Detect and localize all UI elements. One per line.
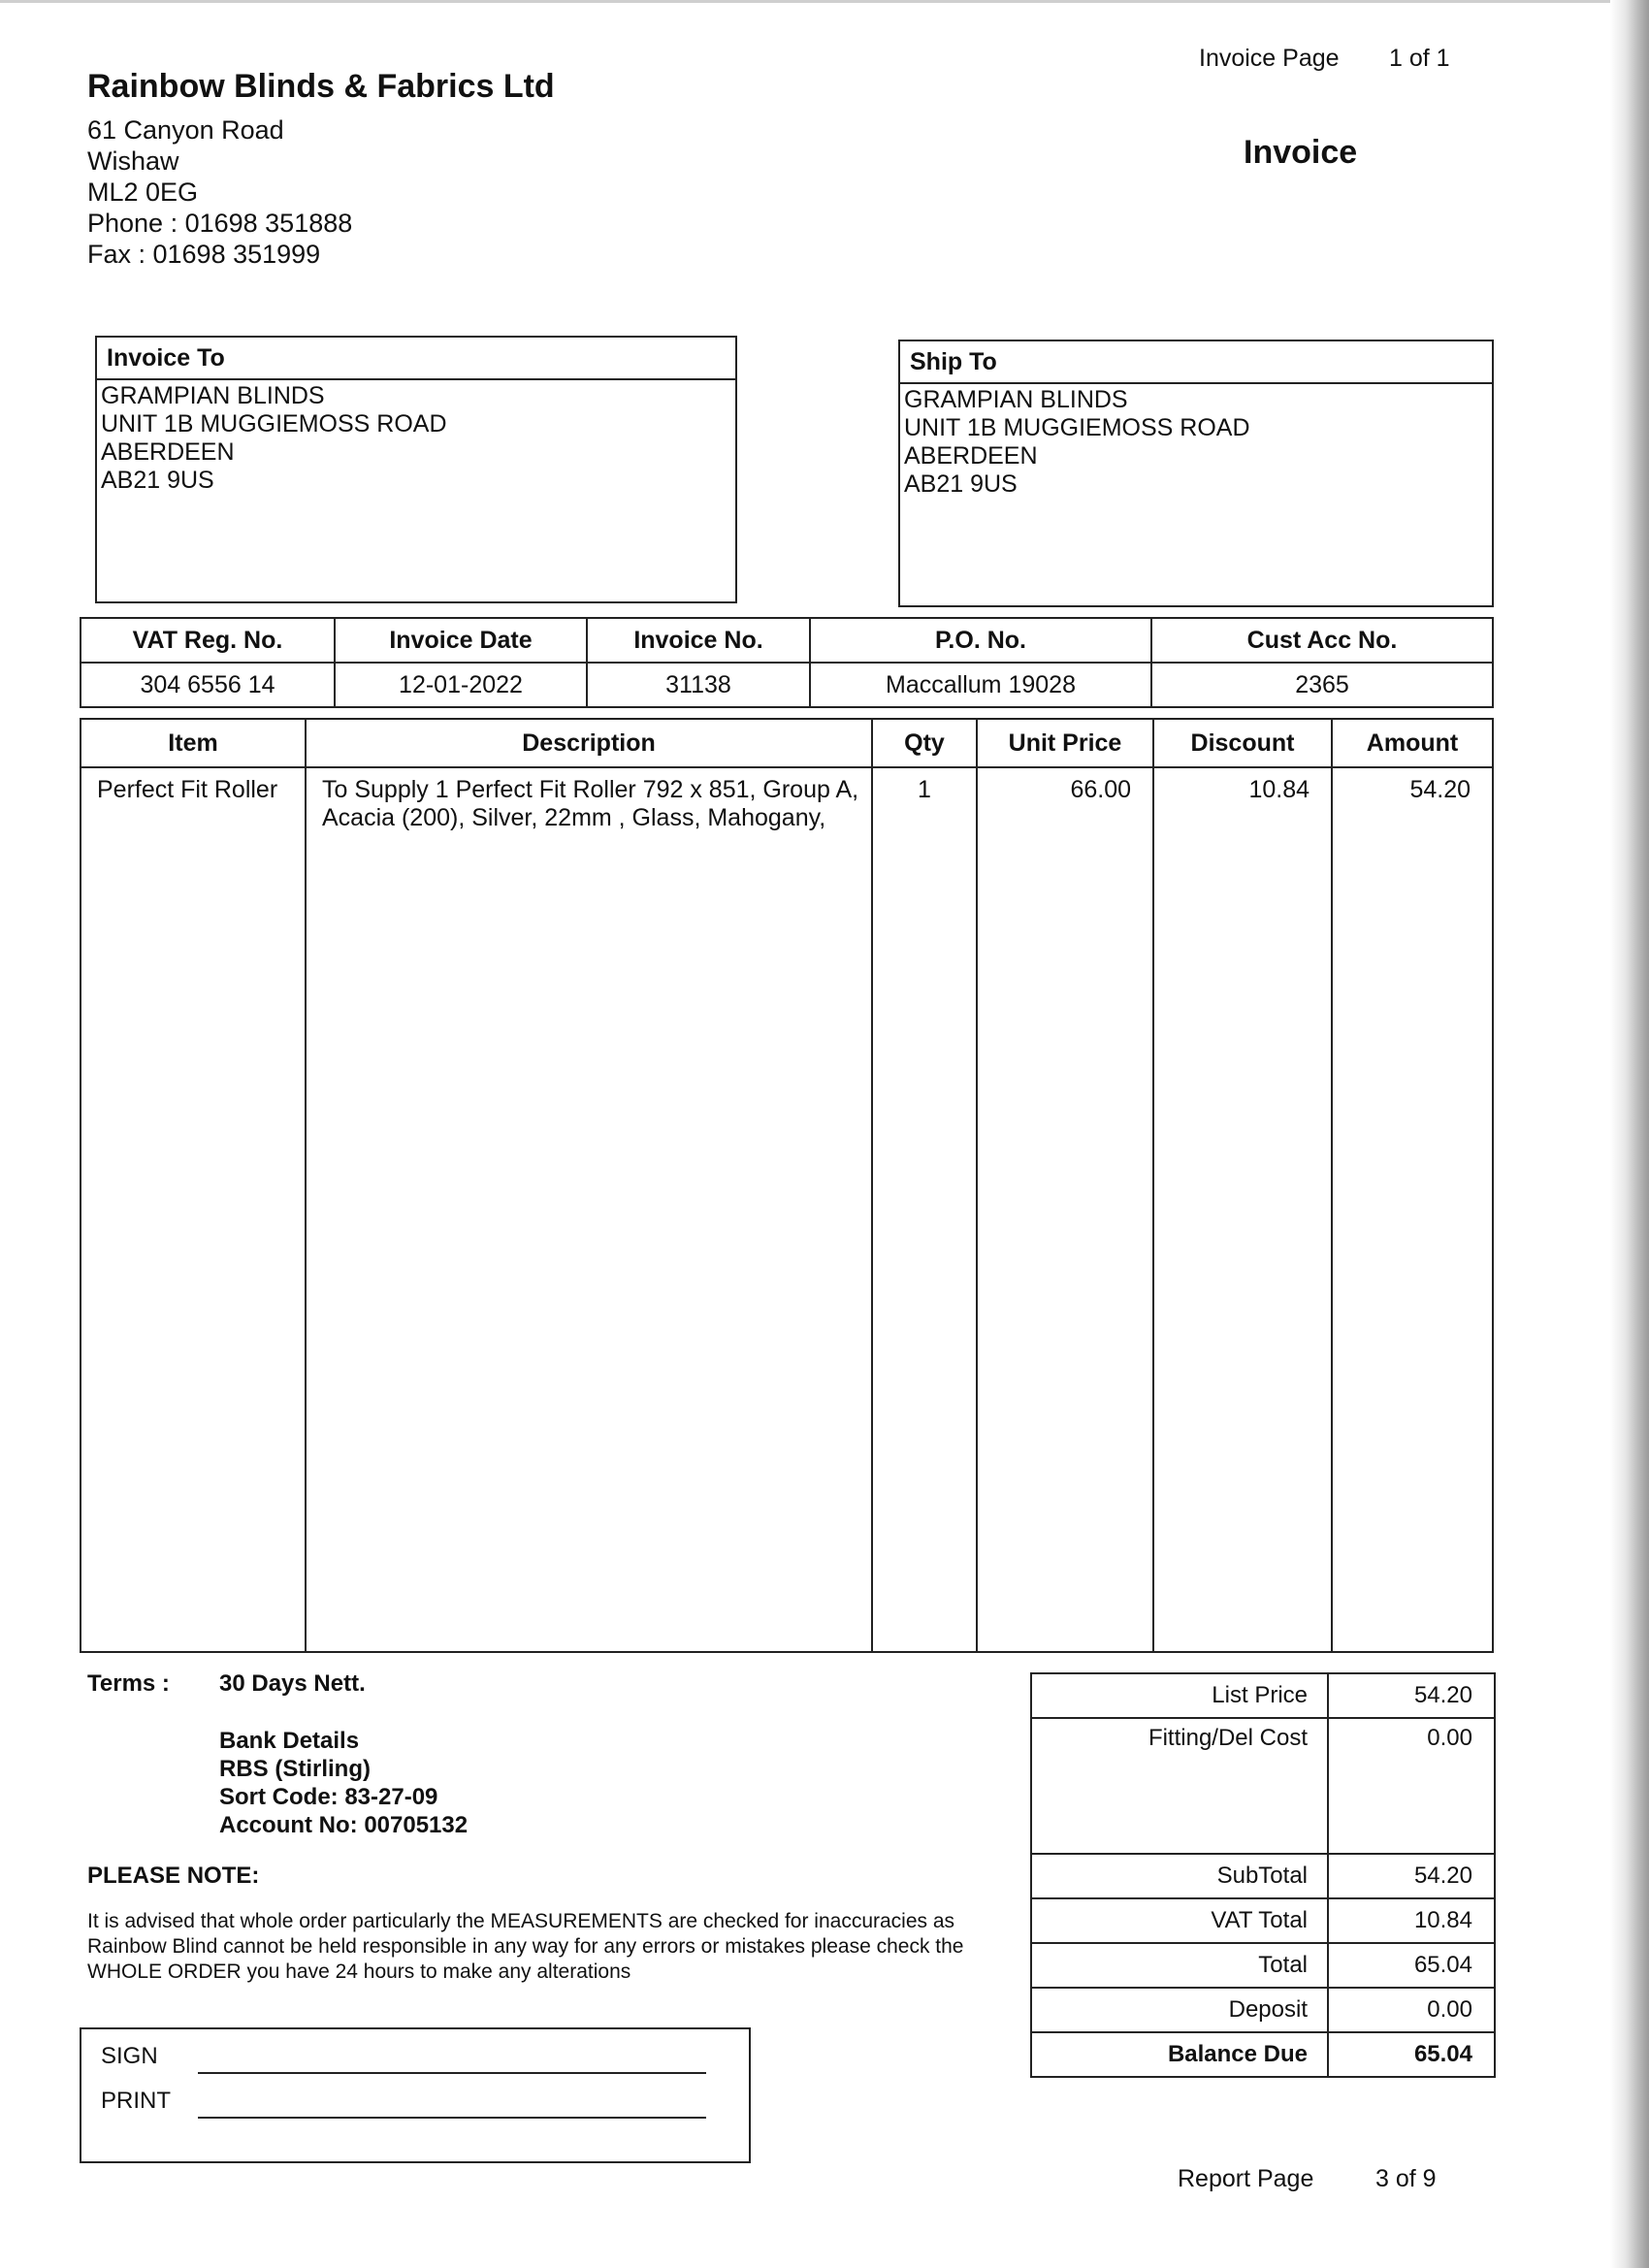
report-page-value: 3 of 9 [1375, 2165, 1437, 2192]
print-label: PRINT [101, 2088, 171, 2114]
ship-to-line: GRAMPIAN BLINDS [904, 386, 1128, 413]
cust-acc-value: 2365 [1151, 663, 1493, 707]
company-address-line: Wishaw [87, 146, 179, 176]
vat-total-label: VAT Total [1031, 1898, 1328, 1943]
invoice-page-label: Invoice Page [1199, 45, 1340, 72]
totals-row [1031, 1943, 1495, 1988]
deposit-label: Deposit [1031, 1988, 1328, 2032]
invoice-to-line: AB21 9US [101, 467, 214, 494]
item-cell: Perfect Fit Roller [81, 767, 306, 1652]
bank-details-line: Bank Details [219, 1728, 360, 1754]
ship-to-heading: Ship To [900, 341, 1492, 384]
item-header: Item [81, 719, 306, 767]
po-no-header: P.O. No. [810, 618, 1151, 663]
print-line [198, 2117, 706, 2119]
note-text: It is advised that whole order particularly the MEASUREMENTS are checked for inaccuracies as Rainbow Blind cannot be held responsible in any way for any errors or mistakes please check the WHOLE ORDER you have 24 hours to make any alterations [87, 1910, 964, 1983]
list-price-value: 54.20 [1328, 1673, 1495, 1718]
invoice-to-box [95, 336, 737, 603]
company-address-line: ML2 0EG [87, 178, 199, 207]
balance-due-value: 65.04 [1328, 2032, 1495, 2077]
deposit-value: 0.00 [1328, 1988, 1495, 2032]
document-title: Invoice [1244, 134, 1358, 171]
vat-total-value: 10.84 [1328, 1898, 1495, 1943]
fitting-label: Fitting/Del Cost [1031, 1718, 1328, 1854]
list-price-label: List Price [1031, 1673, 1328, 1718]
description-cell: To Supply 1 Perfect Fit Roller 792 x 851, Group A, Acacia (200), Silver, 22mm , Glass, Mahogany, [306, 767, 872, 1652]
report-page-label: Report Page [1178, 2165, 1314, 2192]
total-label: Total [1031, 1943, 1328, 1988]
bank-details-line: Account No: 00705132 [219, 1812, 469, 1838]
balance-due-label: Balance Due [1031, 2032, 1328, 2077]
info-value-row [81, 663, 1493, 707]
cust-acc-header: Cust Acc No. [1151, 618, 1493, 663]
total-value: 65.04 [1328, 1943, 1495, 1988]
unit-price-cell: 66.00 [977, 767, 1153, 1652]
subtotal-label: SubTotal [1031, 1854, 1328, 1898]
scan-edge-shadow [1610, 0, 1649, 2268]
company-phone: Phone : 01698 351888 [87, 209, 353, 238]
bank-details [219, 1727, 468, 1839]
company-fax: Fax : 01698 351999 [87, 240, 321, 269]
invoice-date-header: Invoice Date [335, 618, 587, 663]
sign-box [80, 2027, 751, 2163]
invoice-page-value: 1 of 1 [1389, 45, 1450, 72]
discount-cell: 10.84 [1153, 767, 1332, 1652]
invoice-date-value: 12-01-2022 [335, 663, 587, 707]
totals-row [1031, 1854, 1495, 1898]
totals-row [1031, 1718, 1495, 1854]
items-header-row [81, 719, 1493, 767]
fitting-value: 0.00 [1328, 1718, 1495, 1854]
ship-to-address [900, 384, 1492, 501]
unit-price-header: Unit Price [977, 719, 1153, 767]
qty-header: Qty [872, 719, 977, 767]
info-header-row [81, 618, 1493, 663]
sign-line [198, 2072, 706, 2074]
totals-row [1031, 1898, 1495, 1943]
vat-reg-header: VAT Reg. No. [81, 618, 335, 663]
invoice-info-table [80, 617, 1494, 708]
company-address-line: 61 Canyon Road [87, 115, 284, 145]
ship-to-line: ABERDEEN [904, 442, 1038, 470]
invoice-to-line: UNIT 1B MUGGIEMOSS ROAD [101, 410, 447, 437]
page-top-edge [0, 0, 1610, 3]
ship-to-line: AB21 9US [904, 470, 1018, 498]
note-title: PLEASE NOTE: [87, 1863, 260, 1889]
amount-header: Amount [1332, 719, 1493, 767]
qty-cell: 1 [872, 767, 977, 1652]
invoice-to-address [97, 380, 735, 497]
company-address [87, 114, 352, 270]
invoice-to-line: ABERDEEN [101, 438, 235, 466]
discount-header: Discount [1153, 719, 1332, 767]
line-items-table [80, 718, 1494, 1653]
amount-cell: 54.20 [1332, 767, 1493, 1652]
invoice-no-header: Invoice No. [587, 618, 810, 663]
table-row [81, 767, 1493, 1652]
invoice-to-line: GRAMPIAN BLINDS [101, 382, 325, 409]
company-name: Rainbow Blinds & Fabrics Ltd [87, 68, 555, 105]
invoice-no-value: 31138 [587, 663, 810, 707]
subtotal-value: 54.20 [1328, 1854, 1495, 1898]
totals-table [1030, 1672, 1496, 2078]
totals-row [1031, 1988, 1495, 2032]
description-header: Description [306, 719, 872, 767]
totals-row [1031, 1673, 1495, 1718]
bank-details-line: Sort Code: 83-27-09 [219, 1784, 438, 1810]
totals-row [1031, 2032, 1495, 2077]
vat-reg-value: 304 6556 14 [81, 663, 335, 707]
bank-details-line: RBS (Stirling) [219, 1756, 371, 1782]
sign-label: SIGN [101, 2043, 158, 2069]
ship-to-box [898, 340, 1494, 607]
terms-value: 30 Days Nett. [219, 1670, 366, 1697]
po-no-value: Maccallum 19028 [810, 663, 1151, 707]
terms-label: Terms : [87, 1670, 170, 1697]
ship-to-line: UNIT 1B MUGGIEMOSS ROAD [904, 414, 1250, 441]
invoice-to-heading: Invoice To [97, 338, 735, 380]
